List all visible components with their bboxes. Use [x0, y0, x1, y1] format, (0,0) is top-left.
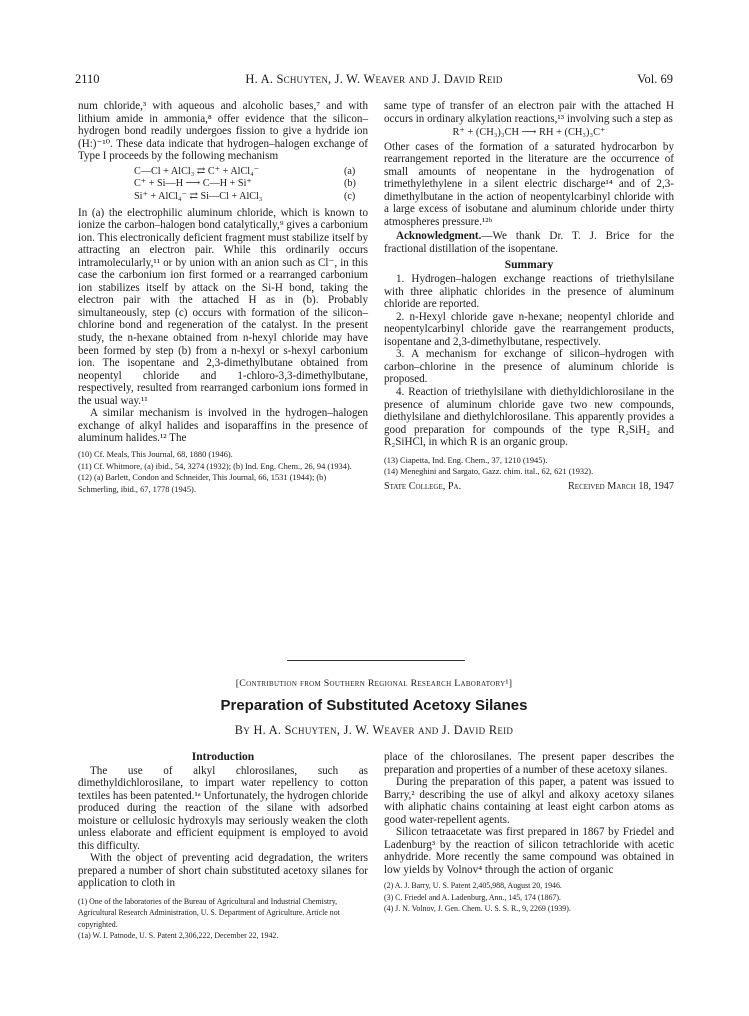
equation-b: [78, 178, 368, 191]
left-column-top: [78, 100, 368, 495]
running-header: [75, 72, 673, 88]
summary-item: 2. n-Hexyl chloride gave n-hexane; neopentyl chloride and neopentylcarbinyl chloride gave the rearrangement products, isopentane and 2,3-dimethylbutane, respectively.: [384, 310, 674, 348]
equation-c: [78, 191, 368, 204]
body-paragraph: same type of transfer of an electron pair with the attached H occurs in ordinary alkylation reactions,¹³ involving such a step as: [384, 100, 674, 125]
alkylation-equation: R⁺ + (CH₃)₃CH ⟶ RH + (CH₃)₃C⁺: [452, 127, 606, 139]
body-paragraph: A similar mechanism is involved in the hydrogen–halogen exchange of alkyl halides and isoparaffins in the presence of aluminum halides.¹² The: [78, 407, 368, 445]
equation-a: [78, 166, 368, 179]
received-line: [384, 481, 674, 495]
body-paragraph: During the preparation of this paper, a patent was issued to Barry,² describing the use of alkyl and alkoxy acetoxy silanes with aliphatic chains containing at least eight carbon atoms as good water-repellent agents.: [384, 776, 674, 826]
footnote: (14) Meneghini and Sargato, Gazz. chim. ital., 62, 621 (1932).: [384, 467, 594, 477]
footnote: (11) Cf. Whitmore, (a) ibid., 54, 3274 (1932); (b) Ind. Eng. Chem., 26, 94 (1934).: [78, 461, 352, 471]
contribution-line: [Contribution from Southern Regional Research Laboratory¹]: [235, 678, 513, 689]
running-title: H. A. Schuyten, J. W. Weaver and J. David Reid: [245, 72, 503, 86]
footnotes-block: [384, 455, 674, 478]
received-date: Received March 18, 1947: [568, 480, 674, 492]
footnote: (13) Ciapetta, Ind. Eng. Chem., 37, 1210 (1945).: [384, 455, 548, 465]
introduction-heading: Introduction: [191, 751, 255, 763]
equation-tag: (a): [344, 165, 356, 177]
acknowledgment-text: —We thank Dr. T. J. Brice for the fractional distillation of the isopentane.: [384, 230, 674, 256]
footnote: (4) J. N. Volnov, J. Gen. Chem. U. S. S. R., 9, 2269 (1939).: [384, 904, 571, 914]
footnote: (10) Cf. Meals, This Journal, 68, 1880 (1946).: [78, 449, 233, 459]
body-paragraph: place of the chlorosilanes. The present paper describes the preparation and properties of a number of these acetoxy silanes.: [384, 751, 674, 776]
body-paragraph: Other cases of the formation of a saturated hydrocarbon by rearrangement reported in the literature are the occurrence of small amounts of neopentane in the hydrogenation of trimethylethylene in a silent electric discharge¹⁴ and of 2,3-dimethylbutane in the action of neopentylcarbinyl chloride with a large excess of isobutane and aluminum chloride under thirty atmospheres pressure.¹²ᵇ: [384, 140, 674, 228]
footnotes-block: [78, 896, 368, 941]
equation-tag: (b): [344, 178, 356, 190]
footnote: (1) One of the laboratories of the Bureau of Agricultural and Industrial Chemistry, Agricultural Research Administration, U. S. Department of Agriculture. Article not copyrighted.: [78, 897, 340, 929]
right-column-bottom: [384, 751, 674, 914]
article-separator: [287, 660, 465, 661]
footnote: (2) A. J. Barry, U. S. Patent 2,405,988, August 20, 1946.: [384, 881, 562, 891]
volume-label: Vol. 69: [637, 72, 673, 86]
footnotes-block: [78, 449, 368, 495]
equation-tag: (c): [344, 190, 356, 202]
footnote: (12) (a) Barlett, Condon and Schneider, This Journal, 66, 1531 (1944); (b) Schmerling, ibid., 67, 1778 (1945).: [78, 473, 327, 494]
article-byline: By H. A. Schuyten, J. W. Weaver and J. David Reid: [234, 723, 514, 737]
acknowledgment: [384, 230, 674, 255]
location: State College, Pa.: [384, 480, 462, 492]
body-paragraph: With the object of preventing acid degradation, the writers prepared a number of short chain substituted acetoxy silanes for application to cloth in: [78, 852, 368, 890]
footnotes-block: [384, 880, 674, 914]
body-paragraph: The use of alkyl chlorosilanes, such as dimethyldichlorosilane, to impart water repellency to cotton textiles has been patented.¹ᵃ Unfortunately, the hydrogen chloride produced during the reaction of the silane with adsorbed moisture or cellulosic hydroxyls may seriously weaken the cloth unless elaborate and efficient equipment is employed to avoid this difficulty.: [78, 764, 368, 852]
mechanism-equations: [78, 166, 368, 204]
body-paragraph: num chloride,³ with aqueous and alcoholic bases,⁷ and with lithium amide in ammonia,⁸ offer evidence that the silicon–hydrogen bond readily undergoes fission to give a hydride ion (H:)⁻¹⁰. These data indicate that hydrogen–halogen exchange of Type I proceeds by the following mechanism: [78, 100, 368, 163]
equation-formula: C⁺ + Si—H ⟶ C—H + Si⁺: [134, 178, 252, 190]
left-column-bottom: [78, 751, 368, 941]
summary-item: 3. A mechanism for exchange of silicon–hydrogen with carbon–chlorine in the presence of aluminum chloride is proposed.: [384, 348, 674, 386]
footnote: (1a) W. I. Patnode, U. S. Patent 2,306,222, December 22, 1942.: [78, 930, 279, 940]
summary-item: 4. Reaction of triethylsilane with diethyldichlorosilane in the presence of aluminum chloride gave two new compounds, diethylsilane and diethylchlorosilane. This apparently provides a good preparation for compounds of the type R₂SiH₂ and R₂SiHCl, in which R is an organic group.: [384, 386, 674, 449]
acknowledgment-heading: Acknowledgment.: [396, 230, 482, 243]
summary-heading: Summary: [504, 258, 554, 271]
footnote: (3) C. Friedel and A. Ladenburg, Ann., 145, 174 (1867).: [384, 892, 561, 902]
body-paragraph: In (a) the electrophilic aluminum chloride, which is known to ionize the carbon–halogen bond catalytically,⁹ gives a carbonium ion. This electronically deficient fragment must stabilize itself by attracting an electron pair. While this ordinarily occurs intramolecularly,¹¹ or by union with an anion such as Cl⁻, in this case the carbonium ion first formed or a rearranged carbonium ion stabilizes itself by attack on the Si-H bond, taking the electron pair with the attached H as in (b). Probably simultaneously, step (c) occurs with formation of the silicon–chlorine bond and regeneration of the catalyst. In the present study, the n-hexane obtained from n-hexyl chloride may have been formed by step (b) from a n-hexyl or s-hexyl carbonium ion. The isopentane and 2,3-dimethylbutane obtained from neopentyl chloride and 1-chloro-3,3-dimethylbutane, respectively, resulted from rearranged carbonium ions formed in the usual way.¹¹: [78, 206, 368, 407]
summary-item: 1. Hydrogen–halogen exchange reactions of triethylsilane with three aliphatic chlorides in the presence of aluminum chloride are reported.: [384, 273, 674, 311]
right-column-top: [384, 100, 674, 495]
body-paragraph: Silicon tetraacetate was first prepared in 1867 by Friedel and Ladenburg³ by the reaction of silicon tetrachloride with acetic anhydride. More recently the same compound was obtained in low yields by Volnov⁴ through the action of organic: [384, 826, 674, 876]
equation-formula: C—Cl + AlCl₃ ⇄ C⁺ + AlCl₄⁻: [134, 165, 260, 177]
article-title: Preparation of Substituted Acetoxy Silanes: [220, 697, 528, 714]
page-number: 2110: [75, 72, 100, 86]
equation-formula: Si⁺ + AlCl₄⁻ ⇄ Si—Cl + AlCl₃: [134, 190, 263, 202]
